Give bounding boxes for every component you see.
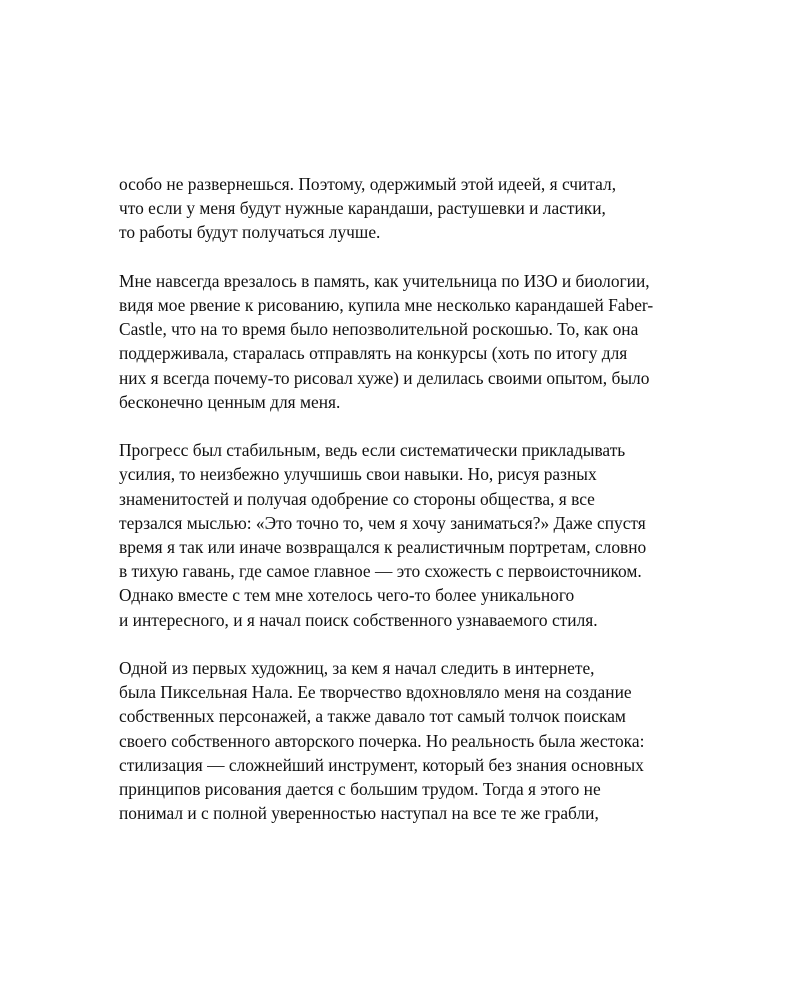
text-line: Мне навсегда врезалось в память, как учительница по ИЗО и биологии, <box>119 270 650 291</box>
paragraph-1 <box>119 172 719 245</box>
text-line: Одной из первых художниц, за кем я начал следить в интернете, <box>119 658 595 679</box>
paragraph-4 <box>119 656 719 825</box>
text-line: собственных персонажей, а также давало тот самый толчок поискам <box>119 706 626 727</box>
text-line: и интересного, и я начал поиск собственного узнаваемого стиля. <box>119 609 598 630</box>
paragraph-2 <box>119 269 719 414</box>
paragraph-3 <box>119 438 719 632</box>
text-line: понимал и с полной уверенностью наступал на все те же грабли, <box>119 803 599 824</box>
text-line: стилизация — сложнейший инструмент, который без знания основных <box>119 754 644 775</box>
text-line: Однако вместе с тем мне хотелось чего-то более уникального <box>119 585 575 606</box>
text-line: усилия, то неизбежно улучшишь свои навыки. Но, рисуя разных <box>119 464 597 485</box>
text-line: бесконечно ценным для меня. <box>119 391 341 412</box>
text-line: поддерживала, старалась отправлять на конкурсы (хоть по итогу для <box>119 343 628 364</box>
text-line: Прогресс был стабильным, ведь если систематически прикладывать <box>119 440 626 461</box>
text-line: Castle, что на то время было непозволительной роскошью. То, как она <box>119 319 639 340</box>
body-text <box>119 172 719 850</box>
text-line: терзался мыслью: «Это точно то, чем я хочу заниматься?» Даже спустя <box>119 512 646 533</box>
text-line: своего собственного авторского почерка. Но реальность была жестока: <box>119 730 645 751</box>
text-line: знаменитостей и получая одобрение со стороны общества, я все <box>119 488 595 509</box>
text-line: видя мое рвение к рисованию, купила мне несколько карандашей Faber- <box>119 295 654 315</box>
text-line: что если у меня будут нужные карандаши, растушевки и ластики, <box>119 198 606 219</box>
text-line: принципов рисования дается с большим трудом. Тогда я этого не <box>119 779 601 800</box>
text-line: особо не развернешься. Поэтому, одержимый этой идеей, я считал, <box>119 174 617 194</box>
text-line: в тихую гавань, где самое главное — это схожесть с первоисточником. <box>119 561 642 582</box>
text-line: время я так или иначе возвращался к реалистичным портретам, словно <box>119 537 647 558</box>
text-line: то работы будут получаться лучше. <box>119 222 381 243</box>
text-line: была Пиксельная Нала. Ее творчество вдохновляло меня на создание <box>119 682 632 703</box>
text-line: них я всегда почему-то рисовал хуже) и делилась своими опытом, было <box>119 367 650 388</box>
